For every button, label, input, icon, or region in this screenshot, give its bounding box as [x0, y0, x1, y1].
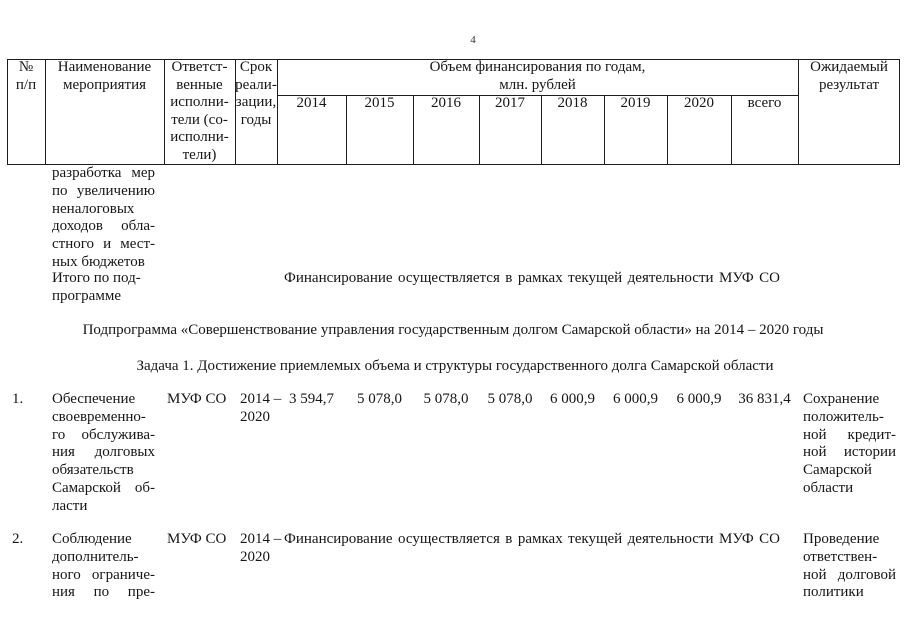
activity-name-line: разработка мер: [52, 165, 155, 181]
header-text: исполни-: [170, 94, 229, 111]
header-text: тели (со-: [171, 111, 228, 128]
result-line: ной кредит-: [803, 426, 896, 443]
header-text: зации,: [235, 94, 277, 111]
header-year-2014: 2014: [296, 95, 327, 111]
header-year-2015: 2015: [364, 95, 395, 111]
activity-name-line: своевременно-: [52, 408, 146, 425]
header-text: Ответст-: [171, 59, 228, 75]
header-year-2020: 2020: [684, 95, 714, 111]
header-text: Срок: [239, 59, 273, 75]
activity-name-line: ных бюджетов: [52, 253, 145, 270]
activity-name-line: обязательств: [52, 462, 134, 479]
header-text: №: [18, 59, 34, 75]
header-name-cell: [45, 59, 164, 94]
header-text: млн. рублей: [499, 76, 576, 93]
subtotal-label-line: программе: [52, 287, 121, 304]
subtotal-label-line: Итого по под-: [52, 270, 141, 286]
activity-name-line: Самарской об-: [52, 479, 155, 496]
activity-name-line: неналоговых: [52, 200, 135, 217]
funding-value-2016: 5 078,0: [423, 391, 469, 407]
term-line: 2020: [240, 548, 270, 565]
header-funding-cell: [277, 59, 798, 94]
row-number: 2.: [12, 531, 24, 547]
activity-name-line: по увеличению: [52, 182, 155, 199]
row-number: 1.: [12, 391, 24, 407]
implementation-term: [240, 531, 281, 567]
header-text: Объем финансирования по годам,: [429, 59, 646, 75]
header-text: годы: [240, 111, 272, 128]
result-line: ответствен-: [803, 548, 878, 565]
subtotal-label: [52, 270, 155, 306]
header-year-2016: 2016: [431, 95, 461, 111]
header-text: Наименование: [57, 59, 152, 75]
expected-result: [803, 391, 896, 498]
task-title: Задача 1. Достижение приемлемых объема и структуры государственного долга Самарской области: [136, 358, 774, 374]
activity-name-line: го обслужива-: [52, 426, 155, 443]
result-line: политики: [803, 584, 864, 601]
responsible-party: МУФ СО: [167, 531, 227, 547]
funding-value-total: 36 831,4: [738, 391, 791, 407]
header-text: мероприятия: [62, 76, 147, 93]
subprogram-title: Подпрограмма «Совершенствование управления государственным долгом Самарской области» на 2014 – 2020 годы: [82, 322, 824, 338]
activity-name-line: Соблюдение: [52, 531, 132, 547]
header-text: исполни-: [170, 129, 229, 146]
implementation-term: [240, 391, 281, 427]
activity-name-line: дополнитель-: [52, 548, 139, 565]
funding-value-2020: 6 000,9: [676, 391, 722, 407]
carryover-activity-name: [52, 165, 155, 272]
header-text: п/п: [15, 76, 37, 93]
header-text: реали-: [235, 76, 277, 93]
funding-value-2019: 6 000,9: [613, 391, 658, 407]
activity-name-line: ного ограниче-: [52, 566, 155, 583]
header-year-2019: 2019: [620, 95, 651, 111]
header-number-cell: [7, 59, 45, 94]
responsible-party: МУФ СО: [167, 391, 227, 407]
page-number: 4: [470, 34, 476, 46]
funding-value-2017: 5 078,0: [487, 391, 533, 407]
expected-result: [803, 531, 896, 602]
subtotal-funding-note: Финансирование осуществляется в рамках текущей деятельности МУФ СО: [284, 270, 780, 286]
result-line: ной истории: [803, 444, 896, 461]
result-line: области: [803, 479, 854, 496]
activity-name: [52, 391, 155, 516]
header-year-2017: 2017: [495, 95, 525, 111]
result-line: ной долговой: [803, 566, 896, 583]
activity-name-line: Обеспечение: [52, 391, 136, 407]
header-result-cell: [798, 59, 900, 94]
header-text: венные: [176, 76, 223, 93]
funding-value-2014: 3 594,7: [289, 391, 334, 407]
activity-name-line: стного и мест-: [52, 236, 155, 253]
activity-name-line: доходов обла-: [52, 218, 155, 235]
term-line: 2014 –: [240, 391, 282, 407]
result-line: Самарской: [803, 462, 872, 479]
activity-name: [52, 531, 155, 602]
header-responsible-cell: [164, 59, 235, 165]
funding-value-2015: 5 078,0: [357, 391, 402, 407]
funding-value-2018: 6 000,9: [550, 391, 595, 407]
result-line: положитель-: [803, 408, 884, 425]
header-term-cell: [235, 59, 277, 129]
activity-name-line: ния по пре-: [52, 584, 155, 601]
result-line: Проведение: [803, 531, 880, 547]
header-year-2018: 2018: [557, 95, 588, 111]
result-line: Сохранение: [803, 391, 880, 407]
term-line: 2020: [240, 408, 270, 425]
term-line: 2014 –: [240, 531, 282, 547]
header-text: Ожидаемый: [810, 59, 888, 75]
funding-note: Финансирование осуществляется в рамках текущей деятельности МУФ СО: [284, 531, 780, 547]
header-text: результат: [818, 76, 880, 93]
activity-name-line: ния долговых: [52, 444, 155, 461]
header-year-total: всего: [747, 95, 782, 111]
activity-name-line: ласти: [52, 497, 88, 514]
header-text: тели): [182, 146, 217, 163]
